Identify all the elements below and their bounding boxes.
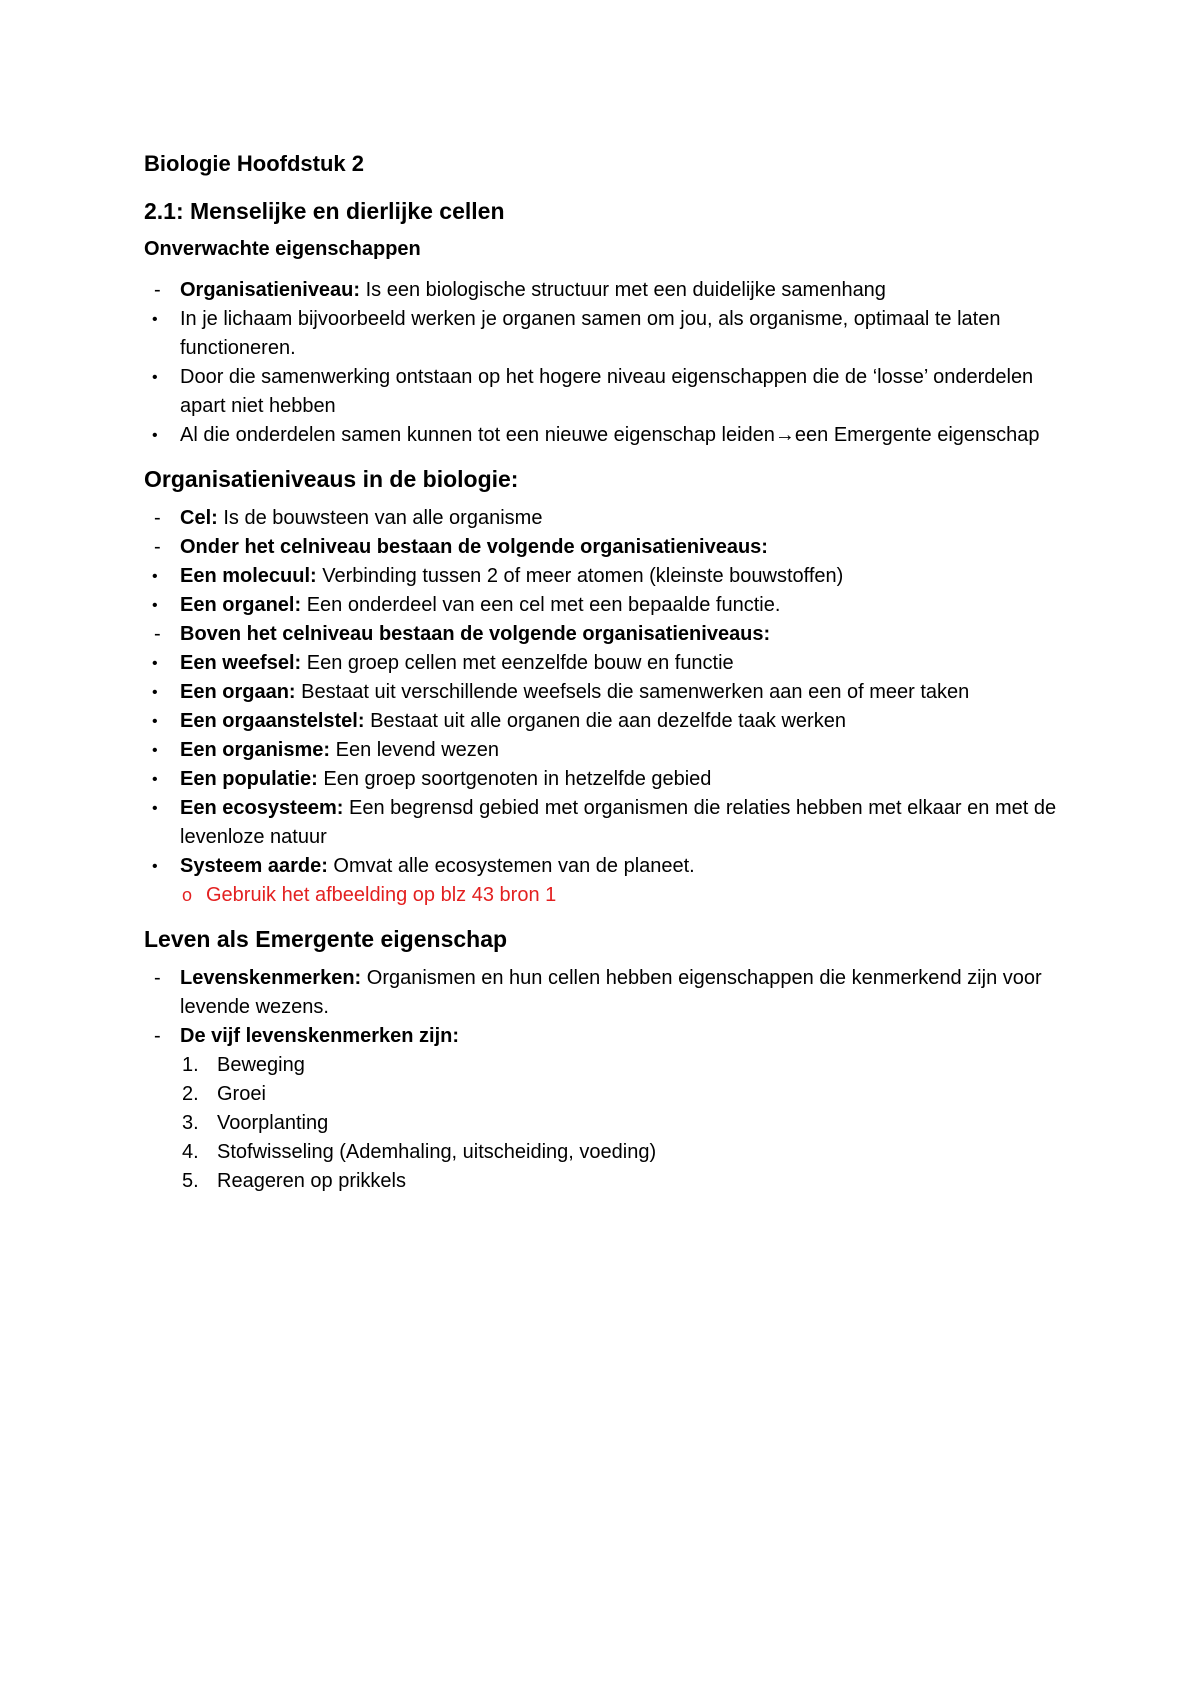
item-text: Voorplanting — [217, 1112, 329, 1134]
list-item — [144, 1022, 1064, 1051]
definition: Bestaat uit alle organen die aan dezelfde taak werken — [364, 710, 846, 732]
bullet-marker: • — [152, 684, 158, 701]
section-heading-organisatieniveaus: Organisatieniveaus in de biologie: — [144, 466, 519, 492]
list-levenskenmerken — [144, 964, 1064, 1196]
numbered-item — [144, 1051, 1064, 1080]
term: Een organel: — [180, 594, 302, 616]
definition: Verbinding tussen 2 of meer atomen (kleinste bouwstoffen) — [316, 565, 844, 587]
bullet-marker: • — [152, 800, 158, 817]
term: Systeem aarde: — [180, 855, 328, 877]
document-title: Biologie Hoofdstuk 2 — [144, 151, 364, 176]
dash-marker: - — [154, 536, 161, 558]
list-item — [144, 305, 1064, 363]
dash-marker: - — [154, 967, 161, 989]
numbered-item — [144, 1138, 1064, 1167]
item-text: Beweging — [217, 1054, 305, 1076]
term: De vijf levenskenmerken zijn: — [180, 1025, 460, 1047]
list-item — [144, 794, 1064, 852]
term: Een weefsel: — [180, 652, 302, 674]
definition: Een onderdeel van een cel met een bepaalde functie. — [301, 594, 781, 616]
item-text: Groei — [217, 1083, 266, 1105]
item-text: Reageren op prikkels — [217, 1170, 406, 1192]
list-organisatieniveaus — [144, 504, 1064, 910]
definition: Een levend wezen — [330, 739, 500, 761]
term: Een populatie: — [180, 768, 318, 790]
definition: Een begrensd gebied met organismen die relaties hebben met elkaar en met de levenloze natuur — [180, 797, 1057, 848]
number-marker: 2. — [182, 1083, 199, 1105]
bullet-marker: • — [152, 655, 158, 672]
definition: Een groep cellen met eenzelfde bouw en functie — [301, 652, 734, 674]
bullet-marker: • — [152, 311, 158, 328]
term: Cel: — [180, 507, 218, 529]
definition: Organismen en hun cellen hebben eigenschappen die kenmerkend zijn voor levende wezens. — [180, 967, 1042, 1018]
bullet-marker: • — [152, 858, 158, 875]
number-marker: 1. — [182, 1054, 199, 1076]
term: Boven het celniveau bestaan de volgende organisatieniveaus: — [180, 623, 771, 645]
dash-marker: - — [154, 1025, 161, 1047]
bullet-marker: • — [152, 597, 158, 614]
term: Een molecuul: — [180, 565, 317, 587]
item-text: Door die samenwerking ontstaan op het hogere niveau eigenschappen die de ‘losse’ onderdelen apart niet hebben — [180, 366, 1034, 417]
bullet-marker: • — [152, 713, 158, 730]
numbered-item — [144, 1109, 1064, 1138]
dash-marker: - — [154, 279, 161, 301]
definition: Omvat alle ecosystemen van de planeet. — [327, 855, 695, 877]
list-item — [144, 852, 1064, 881]
list-item — [144, 678, 1064, 707]
term: Een orgaan: — [180, 681, 296, 703]
numbered-item — [144, 1080, 1064, 1109]
list-item — [144, 765, 1064, 794]
definition: Bestaat uit verschillende weefsels die samenwerken aan een of meer taken — [295, 681, 970, 703]
list-item — [144, 504, 1064, 533]
term: Een orgaanstelstel: — [180, 710, 365, 732]
bullet-marker: • — [152, 568, 158, 585]
bullet-marker: • — [152, 369, 158, 386]
definition: Een groep soortgenoten in hetzelfde gebied — [317, 768, 712, 790]
term: Een organisme: — [180, 739, 331, 761]
list-item — [144, 736, 1064, 765]
list-onverwachte-eigenschappen — [144, 276, 1064, 450]
note-text: Gebruik het afbeelding op blz 43 bron 1 — [206, 884, 557, 906]
list-item — [144, 421, 1064, 450]
bullet-marker: • — [152, 427, 158, 444]
right-arrow-icon: → — [774, 424, 795, 446]
number-marker: 3. — [182, 1112, 199, 1134]
list-item — [144, 591, 1064, 620]
list-item — [144, 649, 1064, 678]
list-item — [144, 562, 1064, 591]
list-item — [144, 620, 1064, 649]
list-item — [144, 964, 1064, 1022]
bullet-marker: • — [152, 771, 158, 788]
section-heading-leven-als-emergente-eigenschap: Leven als Emergente eigenschap — [144, 926, 508, 952]
term: Levenskenmerken: — [180, 967, 362, 989]
list-item — [144, 707, 1064, 736]
circle-marker: o — [182, 885, 193, 905]
number-marker: 5. — [182, 1170, 199, 1192]
definition: Is de bouwsteen van alle organisme — [217, 507, 543, 529]
document-page — [144, 140, 1064, 1206]
term: Een ecosysteem: — [180, 797, 344, 819]
definition: Is een biologische structuur met een duidelijke samenhang — [360, 279, 886, 301]
section-heading-2-1: 2.1: Menselijke en dierlijke cellen — [144, 198, 505, 224]
list-item — [144, 276, 1064, 305]
term: Onder het celniveau bestaan de volgende organisatieniveaus: — [180, 536, 768, 558]
sub-list-item-note — [144, 881, 1064, 910]
number-marker: 4. — [182, 1141, 199, 1163]
term: Organisatieniveau: — [180, 279, 361, 301]
item-text: In je lichaam bijvoorbeeld werken je organen samen om jou, als organisme, optimaal te laten functioneren. — [180, 308, 1001, 359]
item-text: een Emergente eigenschap — [794, 424, 1040, 446]
subheading-onverwachte-eigenschappen: Onverwachte eigenschappen — [144, 238, 421, 260]
list-item — [144, 363, 1064, 421]
list-item — [144, 533, 1064, 562]
dash-marker: - — [154, 623, 161, 645]
item-text: Al die onderdelen samen kunnen tot een nieuwe eigenschap leiden — [180, 424, 775, 446]
item-text: Stofwisseling (Ademhaling, uitscheiding, voeding) — [217, 1141, 657, 1163]
dash-marker: - — [154, 507, 161, 529]
bullet-marker: • — [152, 742, 158, 759]
numbered-item — [144, 1167, 1064, 1196]
